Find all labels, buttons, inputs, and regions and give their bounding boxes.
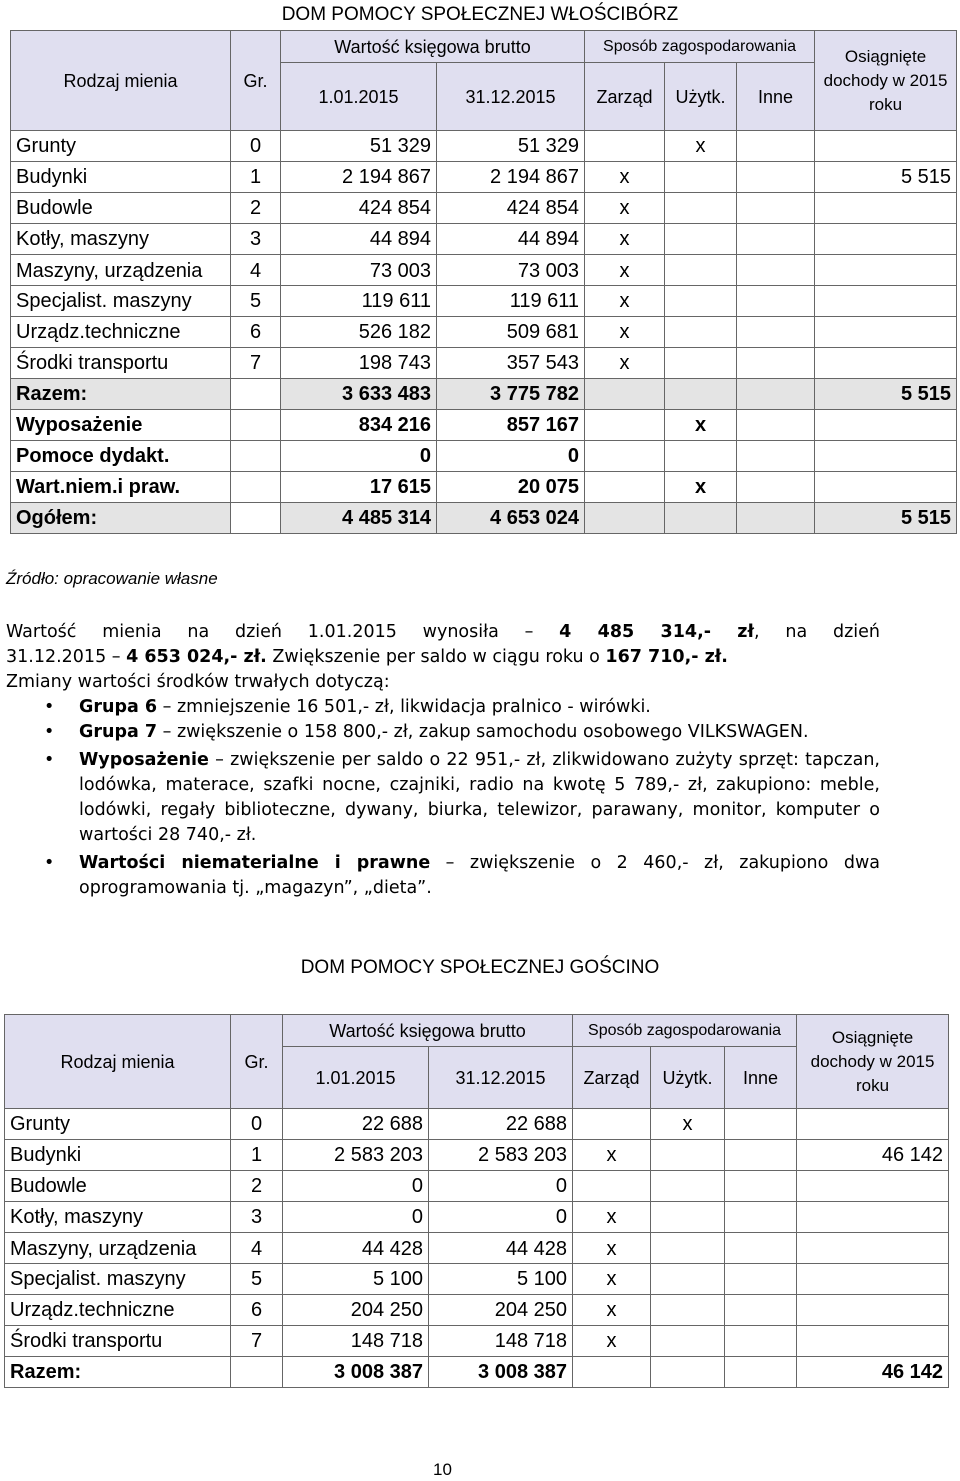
header-sposob: Sposób zagospodarowania xyxy=(573,1015,797,1047)
cell-zarzad: x xyxy=(585,286,665,317)
cell-income xyxy=(815,286,957,317)
table-row xyxy=(11,162,957,193)
cell-uzytk: x xyxy=(665,410,737,441)
cell-group: 5 xyxy=(231,1264,283,1295)
cell-inne xyxy=(737,410,815,441)
value-sentence-line2: 31.12.2015 – 4 653 024,- zł. Zwiększenie per saldo w ciągu roku o 167 710,- zł. xyxy=(6,647,728,667)
cell-zarzad xyxy=(585,441,665,472)
cell-income xyxy=(797,1295,949,1326)
cell-inne xyxy=(737,286,815,317)
cell-inne xyxy=(725,1357,797,1388)
cell-uzytk xyxy=(651,1295,725,1326)
table-row xyxy=(5,1264,949,1295)
cell-value-end: 509 681 xyxy=(437,317,585,348)
cell-name: Pomoce dydakt. xyxy=(11,441,231,472)
header-gr: Gr. xyxy=(231,31,281,131)
table-row xyxy=(11,317,957,348)
cell-value-start: 2 194 867 xyxy=(281,162,437,193)
cell-zarzad: x xyxy=(573,1202,651,1233)
cell-group: 6 xyxy=(231,1295,283,1326)
cell-income xyxy=(815,193,957,224)
cell-zarzad: x xyxy=(573,1233,651,1264)
cell-uzytk xyxy=(665,441,737,472)
cell-value-start: 424 854 xyxy=(281,193,437,224)
cell-zarzad xyxy=(585,410,665,441)
cell-uzytk: x xyxy=(665,131,737,162)
cell-value-end: 22 688 xyxy=(429,1109,573,1140)
cell-income xyxy=(815,224,957,255)
cell-zarzad xyxy=(573,1171,651,1202)
header-date-start: 1.01.2015 xyxy=(281,63,437,131)
cell-uzytk xyxy=(665,286,737,317)
cell-inne xyxy=(737,193,815,224)
cell-value-end: 204 250 xyxy=(429,1295,573,1326)
cell-name: Specjalist. maszyny xyxy=(11,286,231,317)
cell-inne xyxy=(725,1109,797,1140)
cell-income xyxy=(815,441,957,472)
cell-value-start: 0 xyxy=(283,1202,429,1233)
cell-value-end: 0 xyxy=(429,1202,573,1233)
cell-group: 4 xyxy=(231,1233,283,1264)
cell-inne xyxy=(737,162,815,193)
table-row xyxy=(5,1140,949,1171)
cell-inne xyxy=(725,1140,797,1171)
cell-inne xyxy=(725,1326,797,1357)
cell-income xyxy=(797,1202,949,1233)
table-row xyxy=(5,1357,949,1388)
header-wartosc: Wartość księgowa brutto xyxy=(281,31,585,63)
cell-inne xyxy=(737,472,815,503)
cell-uzytk xyxy=(665,193,737,224)
cell-value-end: 0 xyxy=(437,441,585,472)
source-note: Źródło: opracowanie własne xyxy=(6,569,218,588)
header-inne: Inne xyxy=(725,1047,797,1109)
list-item: • Wyposażenie – zwiększenie per saldo o 22 951,- zł, zlikwidowano zużyty sprzęt: tapczan, lodówka, materace, szafki nocne, czajniki, radio na kwotę 5 789,- zł, zakupiono: meble, lodówki, regały biblioteczne, dywany, biurka, telewizor, parawany, monitor, komputer o wartości 28 740,- zł. xyxy=(6,748,880,848)
cell-zarzad: x xyxy=(585,224,665,255)
cell-group xyxy=(231,410,281,441)
cell-inne xyxy=(725,1202,797,1233)
description-text xyxy=(6,620,880,901)
cell-name: Kotły, maszyny xyxy=(11,224,231,255)
table-row xyxy=(11,379,957,410)
header-dochody: Osiągnięte dochody w 2015 roku xyxy=(815,31,957,131)
cell-inne xyxy=(725,1233,797,1264)
cell-group: 0 xyxy=(231,1109,283,1140)
cell-uzytk xyxy=(665,162,737,193)
cell-value-start: 148 718 xyxy=(283,1326,429,1357)
cell-name: Środki transportu xyxy=(11,348,231,379)
table-row xyxy=(11,348,957,379)
cell-value-start: 51 329 xyxy=(281,131,437,162)
cell-uzytk xyxy=(665,224,737,255)
cell-value-start: 526 182 xyxy=(281,317,437,348)
cell-uzytk: x xyxy=(651,1109,725,1140)
cell-name: Wyposażenie xyxy=(11,410,231,441)
cell-zarzad xyxy=(585,472,665,503)
cell-income: 46 142 xyxy=(797,1357,949,1388)
list-item: • Wartości niematerialne i prawne – zwiększenie o 2 460,- zł, zakupiono dwa oprogramowania tj. „magazyn”, „dieta”. xyxy=(6,851,880,901)
cell-value-start: 198 743 xyxy=(281,348,437,379)
cell-zarzad xyxy=(573,1109,651,1140)
cell-zarzad: x xyxy=(573,1264,651,1295)
cell-income xyxy=(797,1264,949,1295)
cell-zarzad xyxy=(573,1357,651,1388)
cell-value-start: 4 485 314 xyxy=(281,503,437,534)
cell-inne xyxy=(725,1295,797,1326)
cell-value-end: 51 329 xyxy=(437,131,585,162)
cell-income xyxy=(797,1233,949,1264)
cell-uzytk: x xyxy=(665,472,737,503)
cell-zarzad: x xyxy=(573,1295,651,1326)
cell-name: Razem: xyxy=(11,379,231,410)
cell-inne xyxy=(725,1264,797,1295)
cell-inne xyxy=(737,255,815,286)
cell-value-start: 119 611 xyxy=(281,286,437,317)
cell-inne xyxy=(737,348,815,379)
header-zarzad: Zarząd xyxy=(585,63,665,131)
cell-value-end: 3 008 387 xyxy=(429,1357,573,1388)
table-row xyxy=(11,193,957,224)
table-goscino xyxy=(4,1014,949,1388)
cell-uzytk xyxy=(651,1171,725,1202)
cell-zarzad: x xyxy=(585,193,665,224)
table-row xyxy=(5,1295,949,1326)
header-uzytk: Użytk. xyxy=(665,63,737,131)
cell-value-end: 0 xyxy=(429,1171,573,1202)
cell-group: 7 xyxy=(231,1326,283,1357)
table-row xyxy=(11,224,957,255)
cell-value-start: 3 633 483 xyxy=(281,379,437,410)
cell-value-start: 2 583 203 xyxy=(283,1140,429,1171)
header-rodzaj: Rodzaj mienia xyxy=(5,1015,231,1109)
header-sposob: Sposób zagospodarowania xyxy=(585,31,815,63)
cell-value-start: 204 250 xyxy=(283,1295,429,1326)
cell-income xyxy=(815,317,957,348)
table-row xyxy=(5,1109,949,1140)
table-row xyxy=(5,1171,949,1202)
value-sentence-line1: Wartość mienia na dzień 1.01.2015 wynosiła – 4 485 314,- zł, na dzień xyxy=(6,622,880,642)
cell-zarzad: x xyxy=(585,348,665,379)
cell-value-end: 148 718 xyxy=(429,1326,573,1357)
cell-inne xyxy=(737,224,815,255)
changes-intro: Zmiany wartości środków trwałych dotyczą: xyxy=(6,672,390,692)
cell-value-start: 44 428 xyxy=(283,1233,429,1264)
table-row xyxy=(11,255,957,286)
cell-name: Budynki xyxy=(11,162,231,193)
cell-value-end: 5 100 xyxy=(429,1264,573,1295)
header-uzytk: Użytk. xyxy=(651,1047,725,1109)
cell-value-end: 857 167 xyxy=(437,410,585,441)
cell-uzytk xyxy=(665,255,737,286)
cell-uzytk xyxy=(651,1233,725,1264)
cell-name: Wart.niem.i praw. xyxy=(11,472,231,503)
cell-value-start: 22 688 xyxy=(283,1109,429,1140)
cell-name: Budowle xyxy=(11,193,231,224)
cell-value-end: 2 583 203 xyxy=(429,1140,573,1171)
header-date-start: 1.01.2015 xyxy=(283,1047,429,1109)
cell-zarzad xyxy=(585,379,665,410)
cell-group: 1 xyxy=(231,162,281,193)
cell-income: 46 142 xyxy=(797,1140,949,1171)
cell-inne xyxy=(737,131,815,162)
header-zarzad: Zarząd xyxy=(573,1047,651,1109)
cell-group xyxy=(231,1357,283,1388)
cell-income xyxy=(815,472,957,503)
cell-zarzad: x xyxy=(585,317,665,348)
cell-zarzad: x xyxy=(585,162,665,193)
cell-value-end: 44 894 xyxy=(437,224,585,255)
section2-title: DOM POMOCY SPOŁECZNEJ GOŚCINO xyxy=(300,957,660,978)
cell-group: 7 xyxy=(231,348,281,379)
cell-name: Specjalist. maszyny xyxy=(5,1264,231,1295)
cell-zarzad xyxy=(585,131,665,162)
cell-value-end: 73 003 xyxy=(437,255,585,286)
list-item: • Grupa 7 – zwiększenie o 158 800,- zł, zakup samochodu osobowego VILKSWAGEN. xyxy=(6,720,880,745)
cell-group: 3 xyxy=(231,224,281,255)
changes-list xyxy=(6,695,880,901)
cell-group xyxy=(231,379,281,410)
section1-title: DOM POMOCY SPOŁECZNEJ WŁOŚCIBÓRZ xyxy=(281,4,679,25)
cell-group: 3 xyxy=(231,1202,283,1233)
cell-group: 5 xyxy=(231,286,281,317)
cell-income xyxy=(797,1171,949,1202)
cell-uzytk xyxy=(651,1326,725,1357)
cell-group: 6 xyxy=(231,317,281,348)
table-row xyxy=(11,286,957,317)
cell-income xyxy=(815,131,957,162)
table-row xyxy=(11,441,957,472)
cell-name: Budynki xyxy=(5,1140,231,1171)
table-row xyxy=(5,1202,949,1233)
cell-value-end: 20 075 xyxy=(437,472,585,503)
table-row xyxy=(5,1233,949,1264)
cell-inne xyxy=(737,503,815,534)
cell-income: 5 515 xyxy=(815,379,957,410)
cell-value-start: 5 100 xyxy=(283,1264,429,1295)
cell-zarzad xyxy=(585,503,665,534)
cell-value-end: 3 775 782 xyxy=(437,379,585,410)
cell-group: 0 xyxy=(231,131,281,162)
cell-uzytk xyxy=(651,1202,725,1233)
cell-uzytk xyxy=(651,1264,725,1295)
cell-group xyxy=(231,472,281,503)
cell-income xyxy=(815,410,957,441)
page-number: 10 xyxy=(433,1460,452,1479)
cell-value-end: 357 543 xyxy=(437,348,585,379)
cell-income xyxy=(797,1326,949,1357)
header-gr: Gr. xyxy=(231,1015,283,1109)
header-inne: Inne xyxy=(737,63,815,131)
cell-value-end: 44 428 xyxy=(429,1233,573,1264)
cell-name: Urządz.techniczne xyxy=(11,317,231,348)
cell-uzytk xyxy=(651,1140,725,1171)
cell-name: Budowle xyxy=(5,1171,231,1202)
table-wloscibórz xyxy=(10,30,957,534)
cell-uzytk xyxy=(651,1357,725,1388)
cell-value-end: 4 653 024 xyxy=(437,503,585,534)
cell-group: 4 xyxy=(231,255,281,286)
cell-uzytk xyxy=(665,348,737,379)
cell-value-start: 0 xyxy=(281,441,437,472)
cell-group xyxy=(231,441,281,472)
header-date-end: 31.12.2015 xyxy=(437,63,585,131)
cell-name: Kotły, maszyny xyxy=(5,1202,231,1233)
table-row xyxy=(11,472,957,503)
table-row xyxy=(11,131,957,162)
cell-inne xyxy=(737,379,815,410)
header-date-end: 31.12.2015 xyxy=(429,1047,573,1109)
header-dochody: Osiągnięte dochody w 2015 roku xyxy=(797,1015,949,1109)
cell-value-end: 424 854 xyxy=(437,193,585,224)
cell-name: Ogółem: xyxy=(11,503,231,534)
cell-zarzad: x xyxy=(573,1326,651,1357)
cell-value-start: 3 008 387 xyxy=(283,1357,429,1388)
cell-income: 5 515 xyxy=(815,162,957,193)
header-wartosc: Wartość księgowa brutto xyxy=(283,1015,573,1047)
cell-name: Maszyny, urządzenia xyxy=(5,1233,231,1264)
cell-group xyxy=(231,503,281,534)
cell-value-start: 44 894 xyxy=(281,224,437,255)
cell-name: Grunty xyxy=(11,131,231,162)
cell-value-start: 0 xyxy=(283,1171,429,1202)
cell-inne xyxy=(725,1171,797,1202)
cell-uzytk xyxy=(665,503,737,534)
cell-zarzad: x xyxy=(585,255,665,286)
cell-value-end: 2 194 867 xyxy=(437,162,585,193)
cell-inne xyxy=(737,317,815,348)
cell-value-end: 119 611 xyxy=(437,286,585,317)
cell-inne xyxy=(737,441,815,472)
cell-income xyxy=(815,255,957,286)
cell-income xyxy=(797,1109,949,1140)
cell-value-start: 17 615 xyxy=(281,472,437,503)
cell-income xyxy=(815,348,957,379)
table-row xyxy=(5,1326,949,1357)
table-row xyxy=(11,410,957,441)
cell-zarzad: x xyxy=(573,1140,651,1171)
cell-group: 2 xyxy=(231,1171,283,1202)
cell-income: 5 515 xyxy=(815,503,957,534)
cell-name: Maszyny, urządzenia xyxy=(11,255,231,286)
cell-uzytk xyxy=(665,317,737,348)
cell-name: Środki transportu xyxy=(5,1326,231,1357)
cell-value-start: 834 216 xyxy=(281,410,437,441)
table-row xyxy=(11,503,957,534)
cell-name: Razem: xyxy=(5,1357,231,1388)
cell-group: 2 xyxy=(231,193,281,224)
cell-group: 1 xyxy=(231,1140,283,1171)
cell-value-start: 73 003 xyxy=(281,255,437,286)
cell-name: Urządz.techniczne xyxy=(5,1295,231,1326)
cell-name: Grunty xyxy=(5,1109,231,1140)
header-rodzaj: Rodzaj mienia xyxy=(11,31,231,131)
cell-uzytk xyxy=(665,379,737,410)
list-item: • Grupa 6 – zmniejszenie 16 501,- zł, likwidacja pralnico - wirówki. xyxy=(6,695,880,720)
